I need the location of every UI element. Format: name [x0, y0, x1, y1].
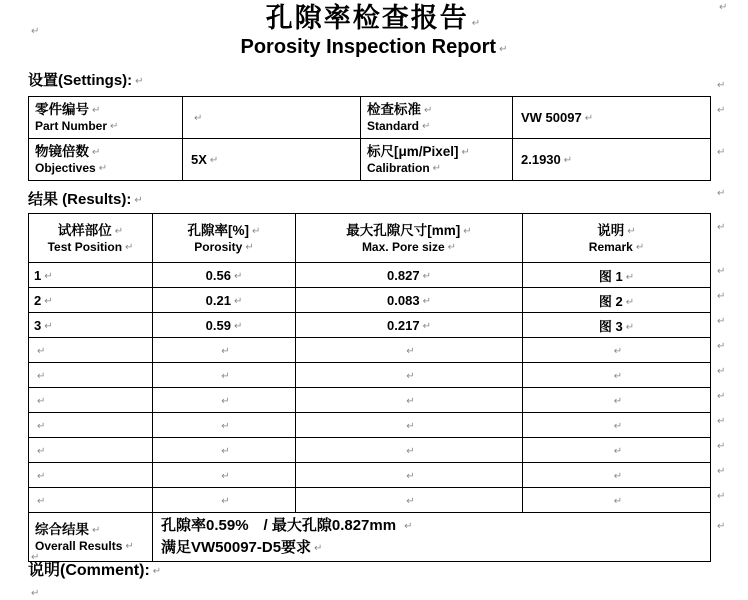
- porosity-cell[interactable]: [153, 388, 296, 413]
- porosity-cell[interactable]: [153, 263, 296, 288]
- paragraph-mark: ↵: [31, 588, 40, 599]
- row-end-mark: ↵: [717, 441, 726, 452]
- cell-value: 0.827: [387, 267, 420, 283]
- paragraph-mark: ↵: [37, 420, 46, 432]
- paragraph-mark: ↵: [422, 121, 431, 132]
- paragraph-mark: ↵: [209, 155, 219, 166]
- table-row: [29, 463, 711, 488]
- remark-cell[interactable]: [523, 388, 726, 413]
- label-en: Standard: [367, 119, 420, 133]
- col-header-remark: [523, 214, 726, 263]
- cell-value: 0.083: [387, 292, 420, 308]
- settings-heading: [28, 70, 144, 93]
- row-end-mark: ↵: [717, 316, 726, 327]
- cell-value: 0.59: [205, 317, 231, 333]
- remark-cell[interactable]: [523, 288, 726, 313]
- porosity-cell[interactable]: [153, 438, 296, 463]
- paragraph-mark: ↵: [613, 470, 623, 482]
- test-position-cell[interactable]: [29, 263, 153, 288]
- row-end-mark: ↵: [717, 147, 726, 158]
- cell-value: 3: [34, 317, 42, 333]
- results-tbody: [29, 263, 726, 513]
- overall-line2: 满足VW50097-D5要求: [161, 539, 312, 556]
- paragraph-mark: ↵: [92, 105, 101, 116]
- max-pore-size-cell[interactable]: [296, 413, 523, 438]
- remark-cell[interactable]: [523, 438, 726, 463]
- remark-cell[interactable]: [523, 488, 726, 513]
- table-row: [29, 97, 711, 139]
- table-row: [29, 438, 711, 463]
- paragraph-mark: ↵: [422, 320, 431, 332]
- overall-results-row: [29, 513, 711, 562]
- label-cn: 检查标准: [367, 102, 421, 117]
- paragraph-mark: ↵: [625, 271, 635, 283]
- paragraph-mark: ↵: [125, 540, 134, 552]
- paragraph-mark: ↵: [635, 241, 645, 253]
- porosity-cell[interactable]: [153, 463, 296, 488]
- max-pore-size-cell[interactable]: [296, 388, 523, 413]
- paragraph-mark: ↵: [406, 470, 415, 482]
- paragraph-mark: ↵: [422, 295, 431, 307]
- row-end-mark: ↵: [717, 291, 726, 302]
- cell-value: 图 2: [598, 293, 623, 309]
- part-number-label-cell: [29, 97, 183, 139]
- cell-value: 5X: [191, 152, 207, 167]
- test-position-cell[interactable]: [29, 463, 153, 488]
- overall-results-label-cell: [29, 513, 153, 562]
- calibration-value-cell[interactable]: [513, 139, 726, 181]
- paragraph-mark: ↵: [92, 524, 101, 536]
- paragraph-mark: ↵: [432, 163, 442, 174]
- paragraph-mark: ↵: [406, 370, 415, 382]
- paragraph-mark: ↵: [37, 470, 46, 482]
- paragraph-mark: ↵: [422, 270, 431, 282]
- objectives-value-cell[interactable]: [183, 139, 361, 181]
- remark-cell[interactable]: [523, 363, 726, 388]
- settings-heading-text: 设置(Settings):: [28, 72, 133, 89]
- paragraph-mark: ↵: [447, 241, 457, 253]
- label-cn: 零件编号: [35, 102, 89, 117]
- paragraph-mark: ↵: [314, 543, 323, 554]
- paragraph-mark: ↵: [98, 163, 108, 174]
- remark-cell[interactable]: [523, 413, 726, 438]
- paragraph-mark: ↵: [499, 44, 508, 55]
- paragraph-mark: ↵: [135, 76, 144, 87]
- paragraph-mark: ↵: [37, 495, 46, 507]
- paragraph-mark: ↵: [406, 345, 415, 357]
- row-end-mark: ↵: [717, 466, 726, 477]
- paragraph-mark: ↵: [717, 80, 726, 91]
- overall-line1: 孔隙率0.59% / 最大孔隙0.827mm: [161, 517, 397, 534]
- cell-value: 2.1930: [521, 152, 561, 167]
- paragraph-mark: ↵: [625, 321, 635, 333]
- test-position-cell[interactable]: [29, 288, 153, 313]
- cell-value: 图 1: [598, 268, 623, 284]
- max-pore-size-cell[interactable]: [296, 438, 523, 463]
- paragraph-mark: ↵: [37, 395, 46, 407]
- report-title-en-text: Porosity Inspection Report: [240, 36, 497, 58]
- paragraph-mark: ↵: [221, 370, 230, 382]
- settings-table: [28, 96, 726, 181]
- cell-value: 0.217: [387, 317, 420, 333]
- paragraph-mark: ↵: [125, 241, 134, 253]
- cell-value: 0.56: [205, 267, 231, 283]
- paragraph-mark: ↵: [221, 445, 230, 457]
- row-end-mark: ↵: [717, 491, 726, 502]
- paragraph-mark: ↵: [471, 18, 483, 29]
- paragraph-mark: ↵: [719, 2, 728, 13]
- header-en: Remark: [588, 239, 633, 254]
- paragraph-mark: ↵: [461, 147, 470, 158]
- table-row: [29, 388, 711, 413]
- paragraph-mark: ↵: [717, 188, 726, 199]
- header-cn: 说明: [597, 222, 625, 238]
- results-header-row: [29, 214, 711, 263]
- remark-cell[interactable]: [523, 338, 726, 363]
- max-pore-size-cell[interactable]: [296, 463, 523, 488]
- header-cn: 试样部位: [57, 222, 112, 238]
- report-title-cn-text: 孔隙率检查报告: [265, 3, 469, 33]
- col-header-test-position: [29, 214, 153, 263]
- test-position-cell[interactable]: [29, 413, 153, 438]
- paragraph-mark: ↵: [613, 495, 623, 507]
- porosity-cell[interactable]: [153, 363, 296, 388]
- standard-label-cell: [361, 97, 513, 139]
- objectives-label-cell: [29, 139, 183, 181]
- paragraph-mark: ↵: [221, 395, 230, 407]
- cell-value: 1: [34, 267, 42, 283]
- label-en: Overall Results: [35, 538, 123, 553]
- paragraph-mark: ↵: [627, 225, 636, 237]
- paragraph-mark: ↵: [31, 552, 40, 563]
- test-position-cell[interactable]: [29, 438, 153, 463]
- test-position-cell[interactable]: [29, 388, 153, 413]
- paragraph-mark: ↵: [37, 370, 46, 382]
- max-pore-size-cell[interactable]: [296, 313, 523, 338]
- paragraph-mark: ↵: [110, 121, 119, 132]
- max-pore-size-cell[interactable]: [296, 488, 523, 513]
- paragraph-mark: ↵: [406, 420, 415, 432]
- porosity-cell[interactable]: [153, 288, 296, 313]
- cell-value: 0.21: [205, 292, 231, 308]
- report-title-en: [0, 34, 748, 63]
- remark-cell[interactable]: [523, 463, 726, 488]
- paragraph-mark: ↵: [37, 445, 46, 457]
- paragraph-mark: ↵: [233, 320, 243, 332]
- label-cn: 物镜倍数: [35, 144, 89, 159]
- row-end-mark: ↵: [717, 222, 726, 233]
- row-end-mark: ↵: [717, 391, 726, 402]
- header-cn: 最大孔隙尺寸[mm]: [346, 222, 461, 238]
- remark-cell[interactable]: [523, 263, 726, 288]
- paragraph-mark: ↵: [584, 113, 594, 124]
- paragraph-mark: ↵: [613, 395, 623, 407]
- paragraph-mark: ↵: [245, 241, 254, 253]
- porosity-cell[interactable]: [153, 338, 296, 363]
- label-en: Part Number: [35, 119, 108, 133]
- paragraph-mark: ↵: [563, 155, 573, 166]
- col-header-max-pore-size: [296, 214, 523, 263]
- comment-heading-text: 说明(Comment):: [28, 562, 150, 579]
- paragraph-mark: ↵: [44, 270, 53, 282]
- paragraph-mark: ↵: [221, 495, 230, 507]
- paragraph-mark: ↵: [252, 225, 261, 237]
- table-row: [29, 288, 711, 313]
- test-position-cell[interactable]: [29, 488, 153, 513]
- paragraph-mark: ↵: [31, 26, 40, 37]
- test-position-cell[interactable]: [29, 313, 153, 338]
- paragraph-mark: ↵: [194, 113, 203, 124]
- header-en: Max. Pore size: [361, 239, 445, 254]
- row-end-mark: ↵: [717, 105, 726, 116]
- table-row: [29, 413, 711, 438]
- label-cn: 综合结果: [35, 521, 89, 537]
- max-pore-size-cell[interactable]: [296, 288, 523, 313]
- paragraph-mark: ↵: [221, 420, 230, 432]
- max-pore-size-cell[interactable]: [296, 263, 523, 288]
- label-en: Objectives: [35, 161, 96, 175]
- paragraph-mark: ↵: [92, 147, 101, 158]
- paragraph-mark: ↵: [233, 270, 243, 282]
- row-end-mark: ↵: [717, 521, 726, 532]
- table-row: [29, 263, 711, 288]
- comment-heading: [28, 560, 161, 583]
- cell-value: VW 50097: [521, 110, 582, 125]
- table-row: [29, 338, 711, 363]
- paragraph-mark: ↵: [37, 345, 46, 357]
- paragraph-mark: ↵: [463, 225, 472, 237]
- paragraph-mark: ↵: [114, 225, 124, 237]
- table-row: [29, 488, 711, 513]
- paragraph-mark: ↵: [152, 566, 162, 577]
- results-heading-text: 结果 (Results):: [28, 191, 132, 208]
- paragraph-mark: ↵: [625, 296, 635, 308]
- header-cn: 孔隙率[%]: [187, 222, 250, 238]
- paragraph-mark: ↵: [613, 345, 623, 357]
- row-end-mark: ↵: [717, 266, 726, 277]
- paragraph-mark: ↵: [233, 295, 243, 307]
- porosity-cell[interactable]: [153, 413, 296, 438]
- row-end-mark: ↵: [717, 366, 726, 377]
- test-position-cell[interactable]: [29, 363, 153, 388]
- paragraph-mark: ↵: [44, 320, 53, 332]
- part-number-value-cell[interactable]: [183, 97, 361, 139]
- paragraph-mark: ↵: [613, 445, 623, 457]
- standard-value-cell[interactable]: [513, 97, 726, 139]
- paragraph-mark: ↵: [221, 470, 230, 482]
- calibration-label-cell: [361, 139, 513, 181]
- paragraph-mark: ↵: [406, 395, 415, 407]
- paragraph-mark: ↵: [406, 495, 415, 507]
- paragraph-mark: ↵: [44, 295, 53, 307]
- test-position-cell[interactable]: [29, 338, 153, 363]
- header-en: Test Position: [47, 239, 123, 254]
- row-end-mark: ↵: [717, 416, 726, 427]
- paragraph-mark: ↵: [424, 105, 433, 116]
- cell-value: 图 3: [598, 318, 623, 334]
- paragraph-mark: ↵: [613, 420, 623, 432]
- results-table: [28, 213, 726, 562]
- table-row: [29, 313, 711, 338]
- porosity-cell[interactable]: [153, 313, 296, 338]
- overall-results-value-cell[interactable]: [153, 513, 726, 562]
- label-cn: 标尺[μm/Pixel]: [367, 144, 459, 159]
- table-row: [29, 363, 711, 388]
- paragraph-mark: ↵: [404, 521, 413, 532]
- label-en: Calibration: [367, 161, 430, 175]
- paragraph-mark: ↵: [406, 445, 415, 457]
- header-en: Porosity: [194, 239, 243, 254]
- paragraph-mark: ↵: [134, 195, 143, 206]
- paragraph-mark: ↵: [613, 370, 623, 382]
- col-header-porosity: [153, 214, 296, 263]
- max-pore-size-cell[interactable]: [296, 338, 523, 363]
- row-end-mark: ↵: [717, 341, 726, 352]
- porosity-cell[interactable]: [153, 488, 296, 513]
- paragraph-mark: ↵: [221, 345, 230, 357]
- results-heading: [28, 189, 143, 212]
- table-row: [29, 139, 711, 181]
- cell-value: 2: [34, 292, 42, 308]
- remark-cell[interactable]: [523, 313, 726, 338]
- max-pore-size-cell[interactable]: [296, 363, 523, 388]
